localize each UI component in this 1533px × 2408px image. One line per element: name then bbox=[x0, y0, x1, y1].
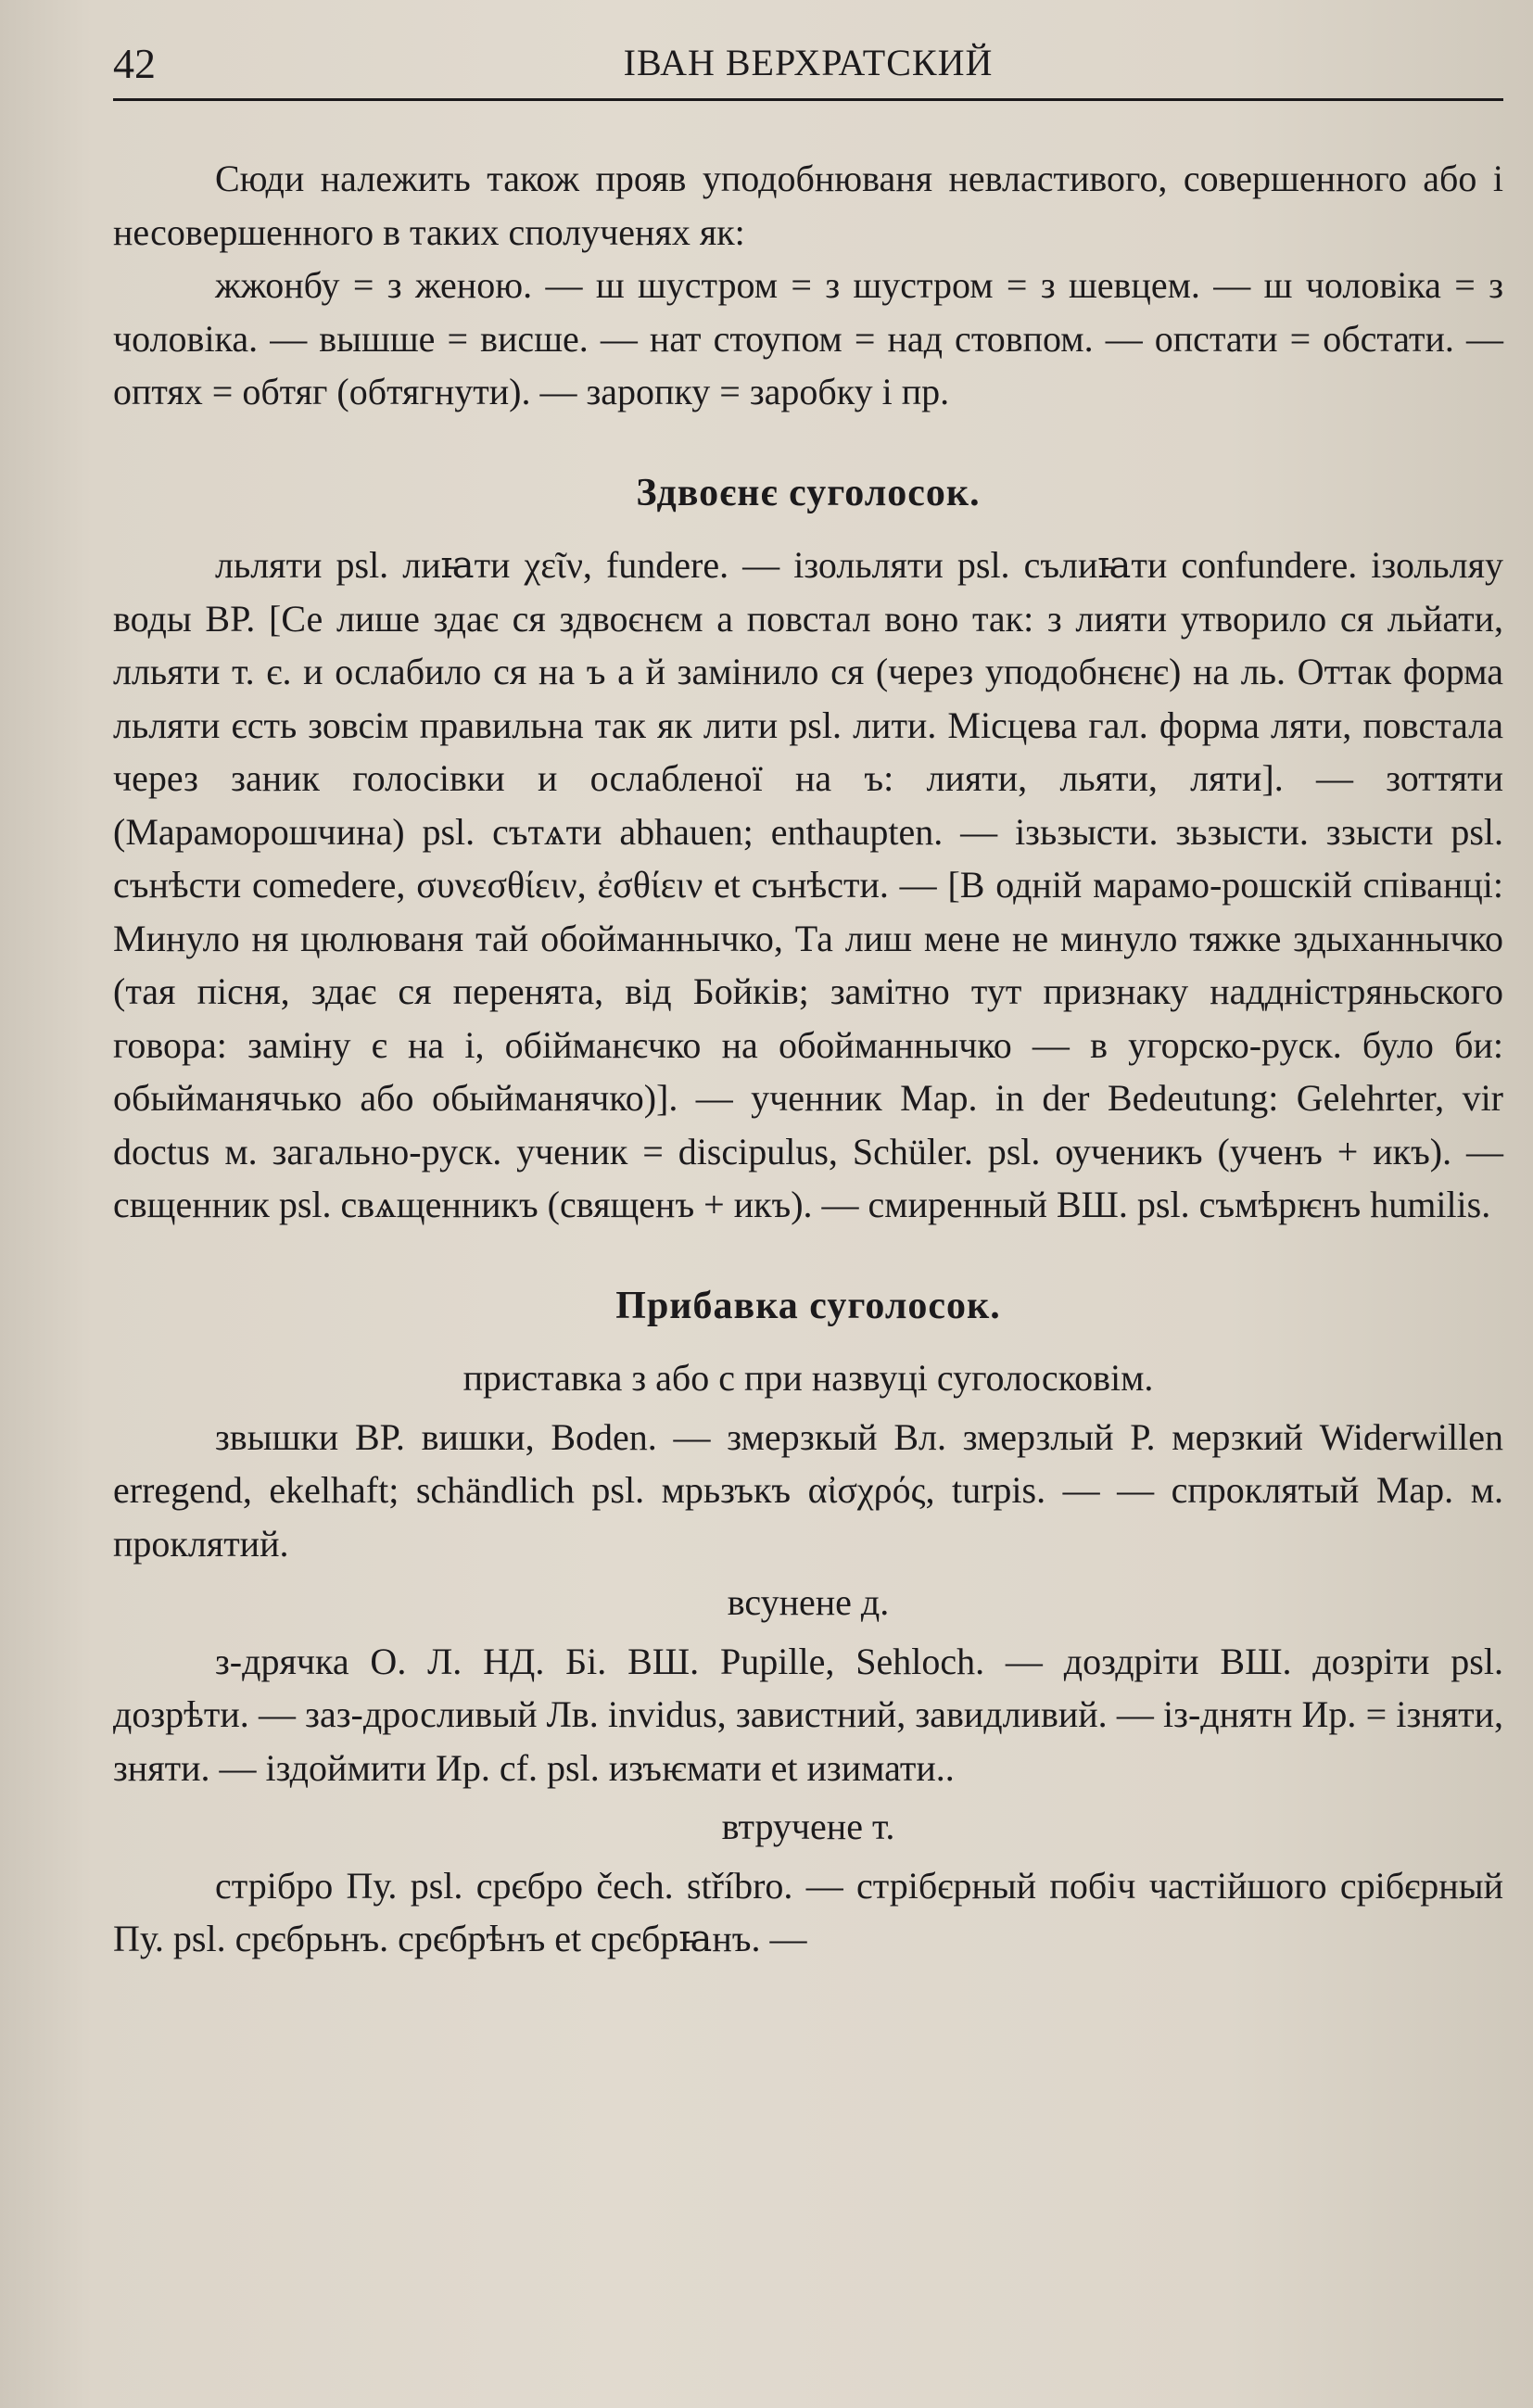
subheading-insert-t: втручене т. bbox=[721, 1806, 895, 1847]
subheading-prefix: приставка з або с при назвуці суголосковім. bbox=[462, 1357, 1154, 1399]
running-title: ІВАН ВЕРХРАТСКИЙ bbox=[623, 42, 994, 83]
heading-addition: Прибавка суголосок. bbox=[615, 1284, 1001, 1327]
header-rule bbox=[113, 98, 1503, 101]
paragraph-insert-t: стрібро Пу. psl. срєбро čech. stříbro. — стрібєрный побіч частійшого срібєрный Пу. psl. срєбрьнъ. срєбрѣнъ et срєбрꙗнъ. — bbox=[113, 1864, 1503, 1959]
paragraph-doubling: льляти psl. лиꙗти χεῖν, fundere. — ізольляти psl. сълиꙗти confundere. ізольляу воды ВР. [Се лише здає ся здвоєнєм а повстал воно так: з лияти утворило ся льйати, лльяти т. є. и ослабило ся на ъ а й замінило ся (через уподобнєнє) на ль. Оттак форма льляти єсть зовсім правильна так як лити psl. лити. Місцева гал. форма ляти, повстала через заник голосівки и ослабленої на ъ: лияти, льяти, ляти]. — зоттяти (Мараморошчина) psl. сътѧти abhauen; enthaupten. — ізьзысти. зьзысти. ззысти psl. сънѣсти comedere, συνεσθίειν, ἐσθίειν et сънѣсти. — [В однiй марамо-рошскій співанці: Минуло ня цюлюваня тай обойманнычко, Та лиш мене не минуло тяжке здыханнычко (тая пісня, здає ся перенята, від Бойків; замітно тут признаку наддністряньского говора: заміну є на і, обійманєчко на обойманнычко — в угорско-руск. було би: обыйманячько або обыйманячко)]. — ученник Мар. in der Bedeutung: Gelehrter, vir doctus м. загально-руск. ученик = discipulus, Schüler. psl. оученикъ (ученъ + икъ). — свщенник psl. свѧщенникъ (священъ + икъ). — смиренный ВШ. psl. съмѣрѥнъ humilis. bbox=[113, 544, 1503, 1225]
paragraph-examples: жжонбу = з женою. — ш шустром = з шустром = з шевцем. — ш чоловіка = з чоловіка. — вышше = висше. — нат стоупом = над стовпом. — опстати = обстати. — оптях = обтяг (обтягнути). — заропку = заробку і пр. bbox=[113, 264, 1503, 412]
page-header bbox=[113, 28, 1503, 93]
paragraph-insert-d: з-дрячка О. Л. НД. Бі. ВШ. Pupille, Sehloch. — дoздріти ВШ. дозріти psl. дозрѣти. — заз-дросливый Лв. invidus, завистний, завидливий. — із-днятн Ир. = ізняти, зняти. — іздоймити Ир. cf. psl. изъѥмати et изимати.. bbox=[113, 1640, 1503, 1789]
subheading-insert-d: всунене д. bbox=[727, 1581, 890, 1623]
heading-doubling: Здвоєнє суголосок. bbox=[636, 471, 981, 514]
paragraph-prefix: звышки ВР. вишки, Boden. — змерзкый Вл. змерзлый Р. мерзкий Widerwillen erregend, ekelhaft; schändlich psl. мрьзъкъ αἰσχρός, turpis. — — спроклятый Мар. м. проклятий. bbox=[113, 1415, 1503, 1565]
page-body bbox=[113, 152, 1503, 1966]
paragraph-intro: Сюди належить також прояв уподобнюваня невластивого, совершенного або і несовершенного в таких сполученях як: bbox=[113, 158, 1503, 253]
page-number: 42 bbox=[113, 40, 156, 87]
